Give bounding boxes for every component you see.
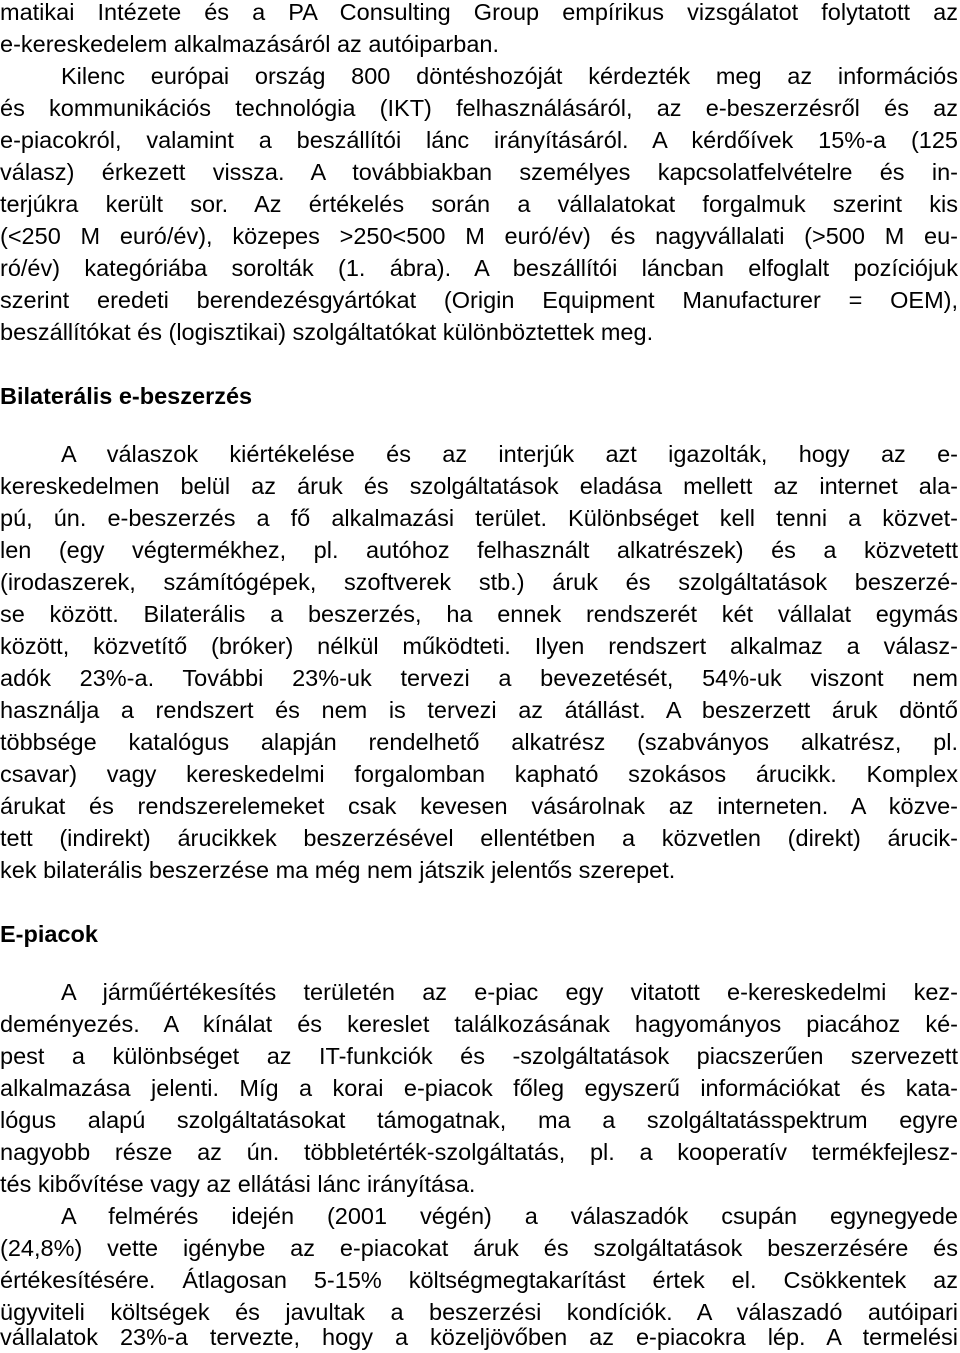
text-line: nagyobb része az ún. többletérték-szolgáltatás, pl. a kooperatív termékfejlesz-	[0, 1139, 958, 1165]
text-line: pest a különbséget az IT-funkciók és -szolgáltatások piacszerűen szervezett	[0, 1043, 958, 1069]
text-line: A válaszok kiértékelése és az interjúk azt igazolták, hogy az e-	[61, 441, 958, 467]
text-line: csavar) vagy kereskedelmi forgalomban kapható szokásos árucikk. Komplex	[0, 761, 958, 787]
text-line: se között. Bilaterális a beszerzés, ha ennek rendszerét két vállalat egymás	[0, 601, 958, 627]
text-line: A felmérés idején (2001 végén) a válaszadók csupán egynegyede	[61, 1203, 958, 1229]
text-line: kek bilaterális beszerzése ma még nem játszik jelentős szerepet.	[0, 857, 676, 883]
text-line: A járműértékesítés területén az e-piac egy vitatott e-kereskedelmi kez-	[61, 979, 958, 1005]
section-heading: Bilaterális e-beszerzés	[0, 383, 253, 409]
text-line: értékesítésére. Átlagosan 5-15% költségmegtakarítást értek el. Csökkentek az	[0, 1267, 958, 1293]
section-heading: E-piacok	[0, 921, 98, 947]
text-line: válasz) érkezett vissza. A továbbiakban személyes kapcsolatfelvételre és in-	[0, 159, 958, 185]
text-line: alkalmazása jelenti. Míg a korai e-piacok főleg egyszerű információkat és kata-	[0, 1075, 958, 1101]
text-line: matikai Intézete és a PA Consulting Group empírikus vizsgálatot folytatott az	[0, 0, 958, 25]
text-line: használja a rendszert és nem is tervezi az átállást. A beszerzett áruk döntő	[0, 697, 958, 723]
text-line: lógus alapú szolgáltatásokat támogatnak, ma a szolgáltatásspektrum egyre	[0, 1107, 958, 1133]
text-line: deményezés. A kínálat és kereslet találkozásának hagyományos piacához ké-	[0, 1011, 958, 1037]
text-line: pú, ún. e-beszerzés a fő alkalmazási terület. Különbséget kell tenni a közvet-	[0, 505, 958, 531]
text-line: (<250 M euró/év), közepes >250<500 M euró/év) és nagyvállalati (>500 M eu-	[0, 223, 958, 249]
text-line: tett (indirekt) árucikkek beszerzésével ellentétben a közvetlen (direkt) árucik-	[0, 825, 958, 851]
text-line: terjúkra került sor. Az értékelés során a vállalatokat forgalmuk szerint kis	[0, 191, 958, 217]
text-line: szerint eredeti berendezésgyártókat (Origin Equipment Manufacturer = OEM),	[0, 287, 958, 313]
text-line: (24,8%) vette igénybe az e-piacokat áruk és szolgáltatások beszerzésére és	[0, 1235, 958, 1261]
text-line: e-piacokról, valamint a beszállítói lánc irányításáról. A kérdőívek 15%-a (125	[0, 127, 958, 153]
text-line: vállalatok 23%-a tervezte, hogy a közeljövőben az e-piacokra lép. A termelési	[0, 1324, 958, 1350]
text-line: és kommunikációs technológia (IKT) felhasználásáról, az e-beszerzésről és az	[0, 95, 958, 121]
text-line: beszállítókat és (logisztikai) szolgáltatókat különböztettek meg.	[0, 319, 654, 345]
text-line: árukat és rendszerelemeket csak kevesen vásárolnak az interneten. A közve-	[0, 793, 958, 819]
text-line: között, közvetítő (bróker) nélkül működteti. Ilyen rendszert alkalmaz a válasz-	[0, 633, 958, 659]
text-line: (irodaszerek, számítógépek, szoftverek stb.) áruk és szolgáltatások beszerzé-	[0, 569, 958, 595]
text-line: ügyviteli költségek és javultak a beszerzési kondíciók. A válaszadó autóipari	[0, 1299, 958, 1325]
text-line: ró/év) kategóriába sorolták (1. ábra). A beszállítói láncban elfoglalt pozíciójuk	[0, 255, 958, 281]
text-line: len (egy végtermékhez, pl. autóhoz felhasznált alkatrészek) és a közvetett	[0, 537, 958, 563]
text-line: Kilenc európai ország 800 döntéshozóját kérdezték meg az információs	[61, 63, 958, 89]
text-line: tés kibővítése vagy az ellátási lánc irányítása.	[0, 1171, 476, 1197]
text-line: többsége katalógus alapján rendelhető alkatrész (szabványos alkatrész, pl.	[0, 729, 958, 755]
text-line: kereskedelmen belül az áruk és szolgáltatások eladása mellett az internet ala-	[0, 473, 958, 499]
text-line: adók 23%-a. További 23%-uk tervezi a bevezetését, 54%-uk viszont nem	[0, 665, 958, 691]
text-line: e-kereskedelem alkalmazásáról az autóiparban.	[0, 31, 499, 57]
